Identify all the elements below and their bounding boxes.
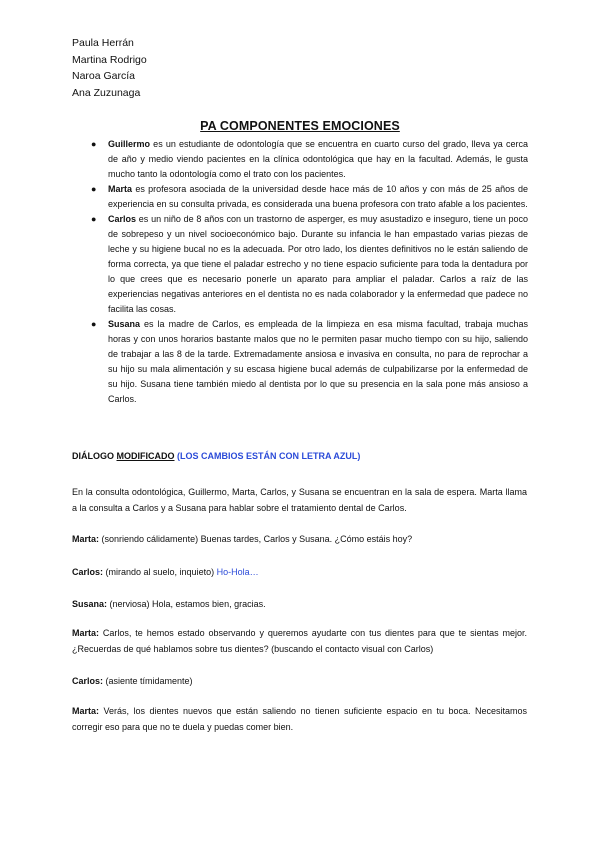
dialogue-text: Carlos, te hemos estado observando y queremos ayudarte con tus dientes para que te sientas mejor. ¿Recuerdas de qué hablamos sobre tus dientes? (buscando el contacto visual con Carlos) [72, 628, 527, 654]
dialogue-text: Verás, los dientes nuevos que están saliendo no tienen suficiente espacio en tu boca. Necesitamos corregir eso para que no te duela y puedas comer bien. [72, 706, 527, 732]
intro-paragraph: En la consulta odontológica, Guillermo, Marta, Carlos, y Susana se encuentran en la sala de espera. Marta llama a la consulta a Carlos y a Susana para hablar sobre el tratamiento dental de Carlos. [72, 487, 527, 513]
character-item [91, 182, 528, 212]
speaker-name: Carlos: [72, 676, 104, 686]
character-name: Carlos [108, 214, 137, 224]
character-item [91, 137, 528, 182]
dialogue-line [72, 531, 527, 547]
document-title: PA COMPONENTES EMOCIONES [200, 119, 400, 133]
speaker-name: Marta: [72, 706, 100, 716]
character-name: Guillermo [108, 139, 151, 149]
dialogue-text: (asiente tímidamente) [103, 676, 193, 686]
character-description: es un niño de 8 años con un trastorno de asperger, es muy asustadizo e inseguro, tiene un poco de sobrepeso y un nivel socioeconómico bajo. Durante su infancia le han empastado varias piezas de leche y su higiene bucal no es la adecuada. Por otro lado, los dientes definitivos no le están saliendo de forma correcta, ya que tiene el paladar estrecho y no tiene espacio suficiente para toda la dentadura por lo que crees que es necesario ponerle un aparato para ampliar el paladar. Carlos a raíz de las experiencias negativas anteriores en el dentista no es nada colaborador y la enfermedad que padece no facilita las cosas. [108, 214, 528, 314]
character-item [91, 212, 528, 317]
bullet-icon: ● [91, 319, 97, 329]
speaker-name: Marta: [72, 628, 100, 638]
bullet-icon: ● [91, 214, 97, 224]
character-name: Marta [108, 184, 133, 194]
dialogue-label: DIÁLOGO [72, 451, 117, 461]
dialogue-heading [72, 451, 360, 461]
character-description: es un estudiante de odontología que se encuentra en cuarto curso del grado, lleva ya cerca de año y medio viendo pacientes en la clínica odontológica que hay en la facultad. Además, le gusta mucho tanto la odontología como el trato con los pacientes. [108, 139, 528, 179]
author-name: Paula Herrán [72, 37, 134, 49]
dialogue-text: (nerviosa) Hola, estamos bien, gracias. [107, 599, 266, 609]
character-description: es profesora asociada de la universidad desde hace más de 10 años y con más de 25 años de experiencia en su consulta privada, es considerada una buena profesora con trato afable a los pacientes. [108, 184, 528, 209]
dialogue-line [72, 673, 527, 689]
bullet-icon: ● [91, 139, 97, 149]
speaker-name: Marta: [72, 534, 100, 544]
dialogue-text: (mirando al suelo, inquieto) [103, 567, 217, 577]
character-list [91, 137, 528, 407]
dialogue-text: (sonriendo cálidamente) Buenas tardes, Carlos y Susana. ¿Cómo estáis hoy? [99, 534, 413, 544]
dialogue-line [72, 625, 527, 657]
dialogue-changed-text: Ho-Hola… [216, 567, 259, 577]
author-name: Naroa García [72, 70, 136, 82]
author-name: Ana Zuzunaga [72, 86, 141, 99]
character-item [91, 317, 528, 407]
dialogue-modified-label: MODIFICADO [116, 451, 175, 461]
dialogue-line [72, 564, 527, 580]
character-name: Susana [108, 319, 141, 329]
dialogue-line [72, 703, 527, 735]
dialogue-line [72, 596, 527, 612]
bullet-icon: ● [91, 184, 97, 194]
author-name: Martina Rodrigo [72, 53, 147, 66]
speaker-name: Susana: [72, 599, 108, 609]
authors-block [72, 35, 147, 101]
dialogue-change-note: (LOS CAMBIOS ESTÁN CON LETRA AZUL) [174, 451, 361, 461]
character-description: es la madre de Carlos, es empleada de la limpieza en esa misma facultad, trabaja muchas horas y con unos horarios bastante malos que no le permiten pasar mucho tiempo con su hijo, saliendo de trabajar a las 8 de la tarde. Extremadamente ansiosa e invasiva en consulta, no para de reprochar a su hijo su mala alimentación y su escasa higiene bucal además de culpabilizarse por la enfermedad de su hijo. Susana tiene también miedo al dentista por lo que su presencia en la sala pone más ansioso a Carlos. [108, 319, 528, 404]
speaker-name: Carlos: [72, 567, 104, 577]
